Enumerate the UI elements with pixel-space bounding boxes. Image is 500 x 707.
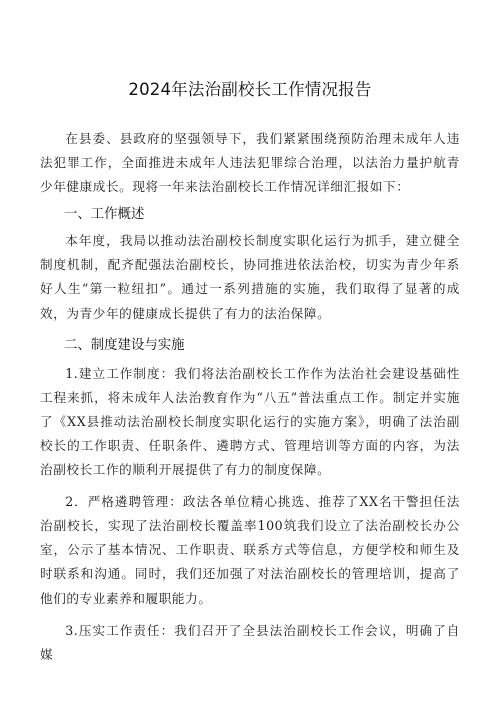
system-item-1: 1.建立工作制度：我们将法治副校长工作作为法治社会建设基础性工程来抓，将未成年人法治教育作为“八五”普法重点工作。制定并实施了《XX县推动法治副校长制度实职化运行的实施方案》，明确了法治副校长的工作职责、任职条件、遴聘方式、管理培训等方面的内容，为法治副校长工作的顺利开展提供了有力的制度保障。 — [40, 365, 460, 478]
system-item-2: 2．严格遴聘管理：政法各单位精心挑选、推荐了XX名干警担任法治副校长，实现了法治副校长覆盖率100筑我们设立了法治副校长办公室，公示了基本情况、工作职责、联系方式等信息，方便学校和师生及时联系和沟通。同时，我们还加强了对法治副校长的管理培训，提高了他们的专业素养和履职能力。 — [40, 494, 460, 606]
document-body — [40, 127, 460, 667]
section-heading-overview: 一、工作概述 — [64, 207, 145, 223]
document-title: 2024年法治副校长工作情况报告 — [128, 80, 372, 99]
intro-paragraph: 在县委、县政府的坚强领导下，我们紧紧围绕预防治理未成年人违法犯罪工作，全面推进未成年人违法犯罪综合治理，以法治力量护航青少年健康成长。现将一年来法治副校长工作情况详细汇报如下： — [40, 131, 460, 195]
overview-paragraph: 本年度，我局以推动法治副校长制度实职化运行为抓手，建立健全制度机制，配齐配强法治副校长，协同推进依法治校，切实为青少年系好人生“第一粒纽扣”。通过一系列措施的实施，我们取得了显著的成效，为青少年的健康成长提供了有力的法治保障。 — [40, 233, 460, 321]
section-heading-system: 二、制度建设与实施 — [64, 337, 185, 353]
system-item-3: 3.压实工作责任：我们召开了全县法治副校长工作会议，明确了自媒 — [40, 622, 460, 662]
